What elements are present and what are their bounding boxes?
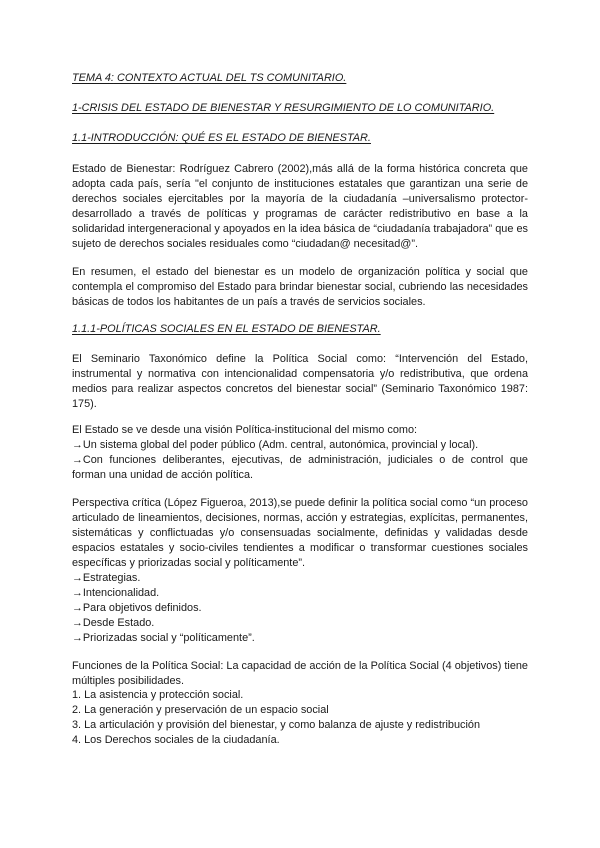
list-item: 2. La generación y preservación de un espacio social xyxy=(72,704,329,716)
estado-vision-item: →Con funciones deliberantes, ejecutivas, de administración, judiciales o de control que forman una unidad de acción política. xyxy=(72,454,528,481)
list-item: →Intencionalidad. xyxy=(72,587,160,599)
estado-vision-block xyxy=(72,423,528,483)
list-item: →Desde Estado. xyxy=(72,617,155,629)
list-item: →Priorizadas social y “políticamente”. xyxy=(72,632,255,644)
critica-list xyxy=(72,571,528,646)
estado-vision-intro: El Estado se ve desde una visión Política-institucional del mismo como: xyxy=(72,424,418,436)
estado-vision-item: →Un sistema global del poder público (Adm. central, autonómica, provincial y local). xyxy=(72,439,479,451)
heading-tema-prefix: TEMA 4: xyxy=(72,72,114,84)
paragraph-funciones: Funciones de la Política Social: La capacidad de acción de la Política Social (4 objetivos) tiene múltiples posibilidades. xyxy=(72,660,528,687)
heading-intro: 1.1-INTRODUCCIÓN: QUÉ ES EL ESTADO DE BIENESTAR. xyxy=(72,132,371,144)
list-item: 4. Los Derechos sociales de la ciudadanía. xyxy=(72,734,280,746)
heading-tema xyxy=(72,71,346,86)
list-item: →Para objetivos definidos. xyxy=(72,602,202,614)
list-item: →Estrategias. xyxy=(72,572,141,584)
heading-politicas: 1.1.1-POLÍTICAS SOCIALES EN EL ESTADO DE BIENESTAR. xyxy=(72,323,381,335)
heading-tema-title: CONTEXTO ACTUAL DEL TS COMUNITARIO. xyxy=(113,72,347,84)
list-item: 3. La articulación y provisión del bienestar, y como balanza de ajuste y redistribución xyxy=(72,719,481,731)
paragraph-resumen: En resumen, el estado del bienestar es un modelo de organización política y social que contempla el compromiso del Estado para brindar bienestar social, cubriendo las necesidades básicas de todos los habitantes de un país a través de servicios sociales. xyxy=(72,266,528,308)
heading-crisis: 1-CRISIS DEL ESTADO DE BIENESTAR Y RESURGIMIENTO DE LO COMUNITARIO. xyxy=(72,102,495,114)
paragraph-seminario: El Seminario Taxonómico define la Política Social como: “Intervención del Estado, instrumental y normativa con intencionalidad compensatoria y/o redistributiva, que ordena medios para realizar aspectos concretos del bienestar social” (Seminario Taxonómico 1987: 175). xyxy=(72,353,528,410)
paragraph-critica: Perspectiva crítica (López Figueroa, 2013),se puede definir la política social como “un proceso articulado de lineamientos, decisiones, normas, acción y estrategias, explícitas, permanentes, sistemáticas y conflictuadas y/o consensuadas socialmente, definidas y validadas desde espacios estatales y socio-civiles tendientes a modificar o transformar cuestiones sociales específicas y priorizadas social y políticamente”. xyxy=(72,497,528,569)
list-item: 1. La asistencia y protección social. xyxy=(72,689,244,701)
paragraph-definicion: Estado de Bienestar: Rodríguez Cabrero (2002),más allá de la forma histórica concreta que adopta cada país, sería "el conjunto de instituciones estatales que garantizan una serie de derechos sociales ejercitables por la mayoría de la ciudadanía –universalismo protector-desarrollado a través de políticas y programas de carácter redistributivo en base a la solidaridad intergeneracional y apoyados en la idea básica de “ciudadanía trabajadora” que es sujeto de derechos sociales residuales como “ciudadan@ necesitad@”. xyxy=(72,163,528,250)
funciones-list xyxy=(72,688,528,748)
